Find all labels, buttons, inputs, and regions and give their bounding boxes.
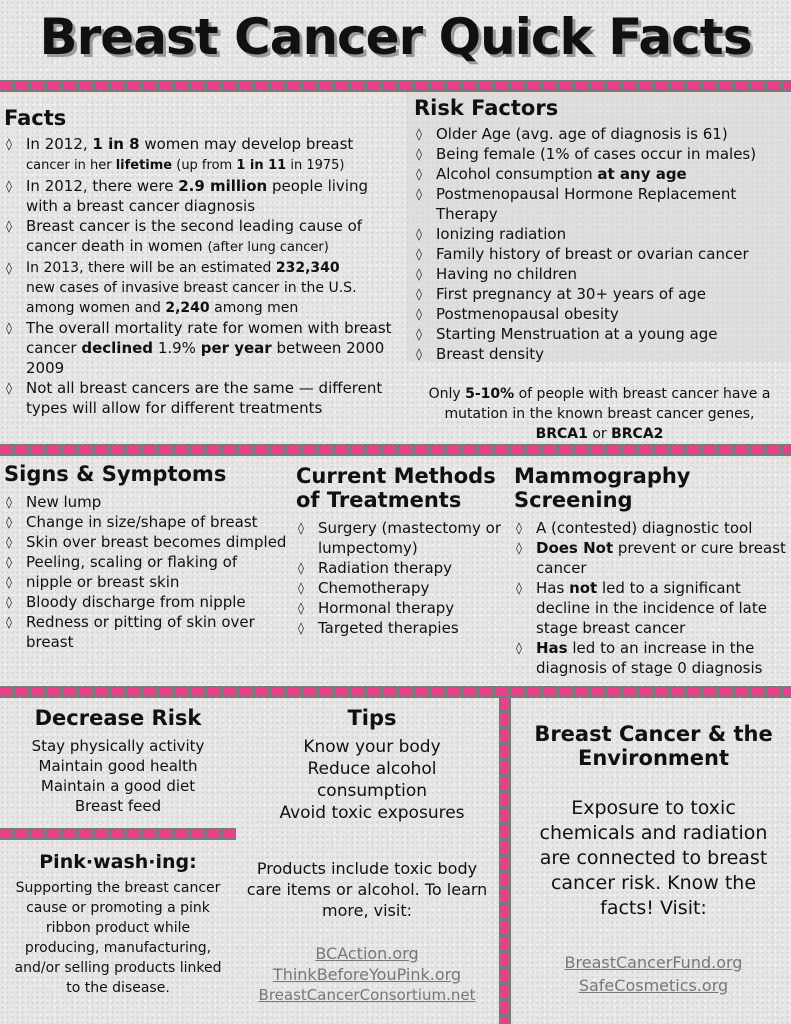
tips-line: consumption bbox=[316, 781, 428, 801]
top-divider bbox=[0, 80, 791, 92]
fact-item: ◊ Not all breast cancers are the same — different types will allow for different treatments bbox=[4, 378, 404, 418]
risk-section bbox=[414, 96, 788, 364]
risk-item: ◊ Being female (1% of cases occur in males) bbox=[414, 144, 788, 164]
products-body: Products include toxic body care items or alcohol. To learn more, visit: bbox=[246, 859, 488, 920]
risk-item: ◊ Postmenopausal obesity bbox=[414, 304, 788, 324]
tips-line: Know your body bbox=[303, 737, 441, 757]
lower-divider bbox=[0, 686, 791, 698]
pinkwashing-body: Supporting the breast cancer cause or promoting a pink ribbon product while producing, manufacturing, and/or selling products linked to the disease. bbox=[14, 880, 222, 996]
mammo-item: ◊ Has led to an increase in the diagnosis of stage 0 diagnosis bbox=[514, 638, 788, 678]
brca-note: Only 5-10% of people with breast cancer have a mutation in the known breast cancer genes, BRCA1 or BRCA2 bbox=[428, 386, 771, 442]
treatment-item: ◊ Hormonal therapy bbox=[296, 598, 506, 618]
risk-item: ◊ Older Age (avg. age of diagnosis is 61) bbox=[414, 124, 788, 144]
pinkwash-divider bbox=[0, 828, 236, 840]
products-section bbox=[238, 858, 496, 1006]
facts-heading: Facts bbox=[4, 106, 67, 130]
safecosmetics-link[interactable]: SafeCosmetics.org bbox=[578, 976, 729, 995]
bcaction-link[interactable]: BCAction.org bbox=[315, 944, 419, 963]
mammo-item: ◊ A (contested) diagnostic tool bbox=[514, 518, 788, 538]
treatments-heading: Current Methods of Treatments bbox=[296, 464, 496, 512]
pinkwashing-section bbox=[0, 850, 236, 998]
breastcancerconsortium-link[interactable]: BreastCancerConsortium.net bbox=[258, 986, 476, 1004]
tips-heading: Tips bbox=[347, 706, 397, 730]
risk-item: ◊ Having no children bbox=[414, 264, 788, 284]
pinkwashing-heading: Pink·wash·ing: bbox=[39, 851, 197, 873]
mammography-heading: Mammography Screening bbox=[514, 464, 691, 512]
environment-section bbox=[516, 722, 791, 997]
page-title: Breast Cancer Quick Facts bbox=[39, 8, 752, 66]
sign-item: ◊ Redness or pitting of skin over breast bbox=[4, 612, 288, 652]
sign-item: ◊ New lump bbox=[4, 492, 288, 512]
sign-item: ◊ nipple or breast skin bbox=[4, 572, 288, 592]
sign-item: ◊ Change in size/shape of breast bbox=[4, 512, 288, 532]
treatment-item: ◊ Surgery (mastectomy or lumpectomy) bbox=[296, 518, 506, 558]
mammography-section bbox=[514, 464, 788, 678]
treatment-item: ◊ Targeted therapies bbox=[296, 618, 506, 638]
decrease-risk-line: Maintain a good diet bbox=[40, 777, 196, 795]
risk-heading: Risk Factors bbox=[414, 96, 559, 120]
middle-divider bbox=[0, 444, 791, 456]
decrease-risk-heading: Decrease Risk bbox=[34, 706, 202, 730]
risk-item: ◊ First pregnancy at 30+ years of age bbox=[414, 284, 788, 304]
facts-section bbox=[4, 106, 404, 418]
sign-item: ◊ Peeling, scaling or flaking of bbox=[4, 552, 288, 572]
decrease-risk-section bbox=[0, 706, 236, 816]
fact-item: ◊ In 2012, 1 in 8 women may develop breast cancer in her lifetime (up from 1 in 11 in 1975) bbox=[4, 134, 404, 176]
risk-item: ◊ Family history of breast or ovarian cancer bbox=[414, 244, 788, 264]
breastcancerfund-link[interactable]: BreastCancerFund.org bbox=[564, 953, 743, 972]
sign-item: ◊ Skin over breast becomes dimpled bbox=[4, 532, 288, 552]
decrease-risk-line: Stay physically activity bbox=[31, 737, 205, 755]
mammo-item: ◊ Does Not prevent or cure breast cancer bbox=[514, 538, 788, 578]
tips-line: Avoid toxic exposures bbox=[279, 803, 465, 823]
tips-line: Reduce alcohol bbox=[307, 759, 437, 779]
risk-item: ◊ Breast density bbox=[414, 344, 788, 364]
risk-item: ◊ Alcohol consumption at any age bbox=[414, 164, 788, 184]
fact-item: ◊ In 2012, there were 2.9 million people living with a breast cancer diagnosis bbox=[4, 176, 404, 216]
treatment-item: ◊ Chemotherapy bbox=[296, 578, 506, 598]
fact-item: ◊ In 2013, there will be an estimated 232,340 new cases of invasive breast cancer in the U.S. among women and 2,240 among men bbox=[4, 258, 404, 318]
risk-item: ◊ Ionizing radiation bbox=[414, 224, 788, 244]
vertical-divider bbox=[499, 698, 511, 1024]
treatment-item: ◊ Radiation therapy bbox=[296, 558, 506, 578]
decrease-risk-line: Breast feed bbox=[74, 797, 162, 815]
signs-heading: Signs & Symptoms bbox=[4, 462, 227, 486]
fact-item: ◊ The overall mortality rate for women with breast cancer declined 1.9% per year between 2000 2009 bbox=[4, 318, 404, 378]
signs-section bbox=[4, 462, 288, 652]
treatments-section bbox=[296, 464, 506, 638]
fact-item: ◊ Breast cancer is the second leading cause of cancer death in women (after lung cancer) bbox=[4, 216, 404, 258]
risk-item: ◊ Postmenopausal Hormone Replacement Therapy bbox=[414, 184, 788, 224]
environment-heading: Breast Cancer & the Environment bbox=[534, 722, 773, 770]
mammo-item: ◊ Has not led to a significant decline in the incidence of late stage breast cancer bbox=[514, 578, 788, 638]
decrease-risk-line: Maintain good health bbox=[38, 757, 198, 775]
risk-item: ◊ Starting Menstruation at a young age bbox=[414, 324, 788, 344]
environment-body: Exposure to toxic chemicals and radiation are connected to breast cancer risk. Know the facts! Visit: bbox=[539, 797, 768, 919]
thinkbeforeyoupink-link[interactable]: ThinkBeforeYouPink.org bbox=[272, 965, 462, 984]
sign-item: ◊ Bloody discharge from nipple bbox=[4, 592, 288, 612]
tips-section bbox=[248, 706, 496, 824]
